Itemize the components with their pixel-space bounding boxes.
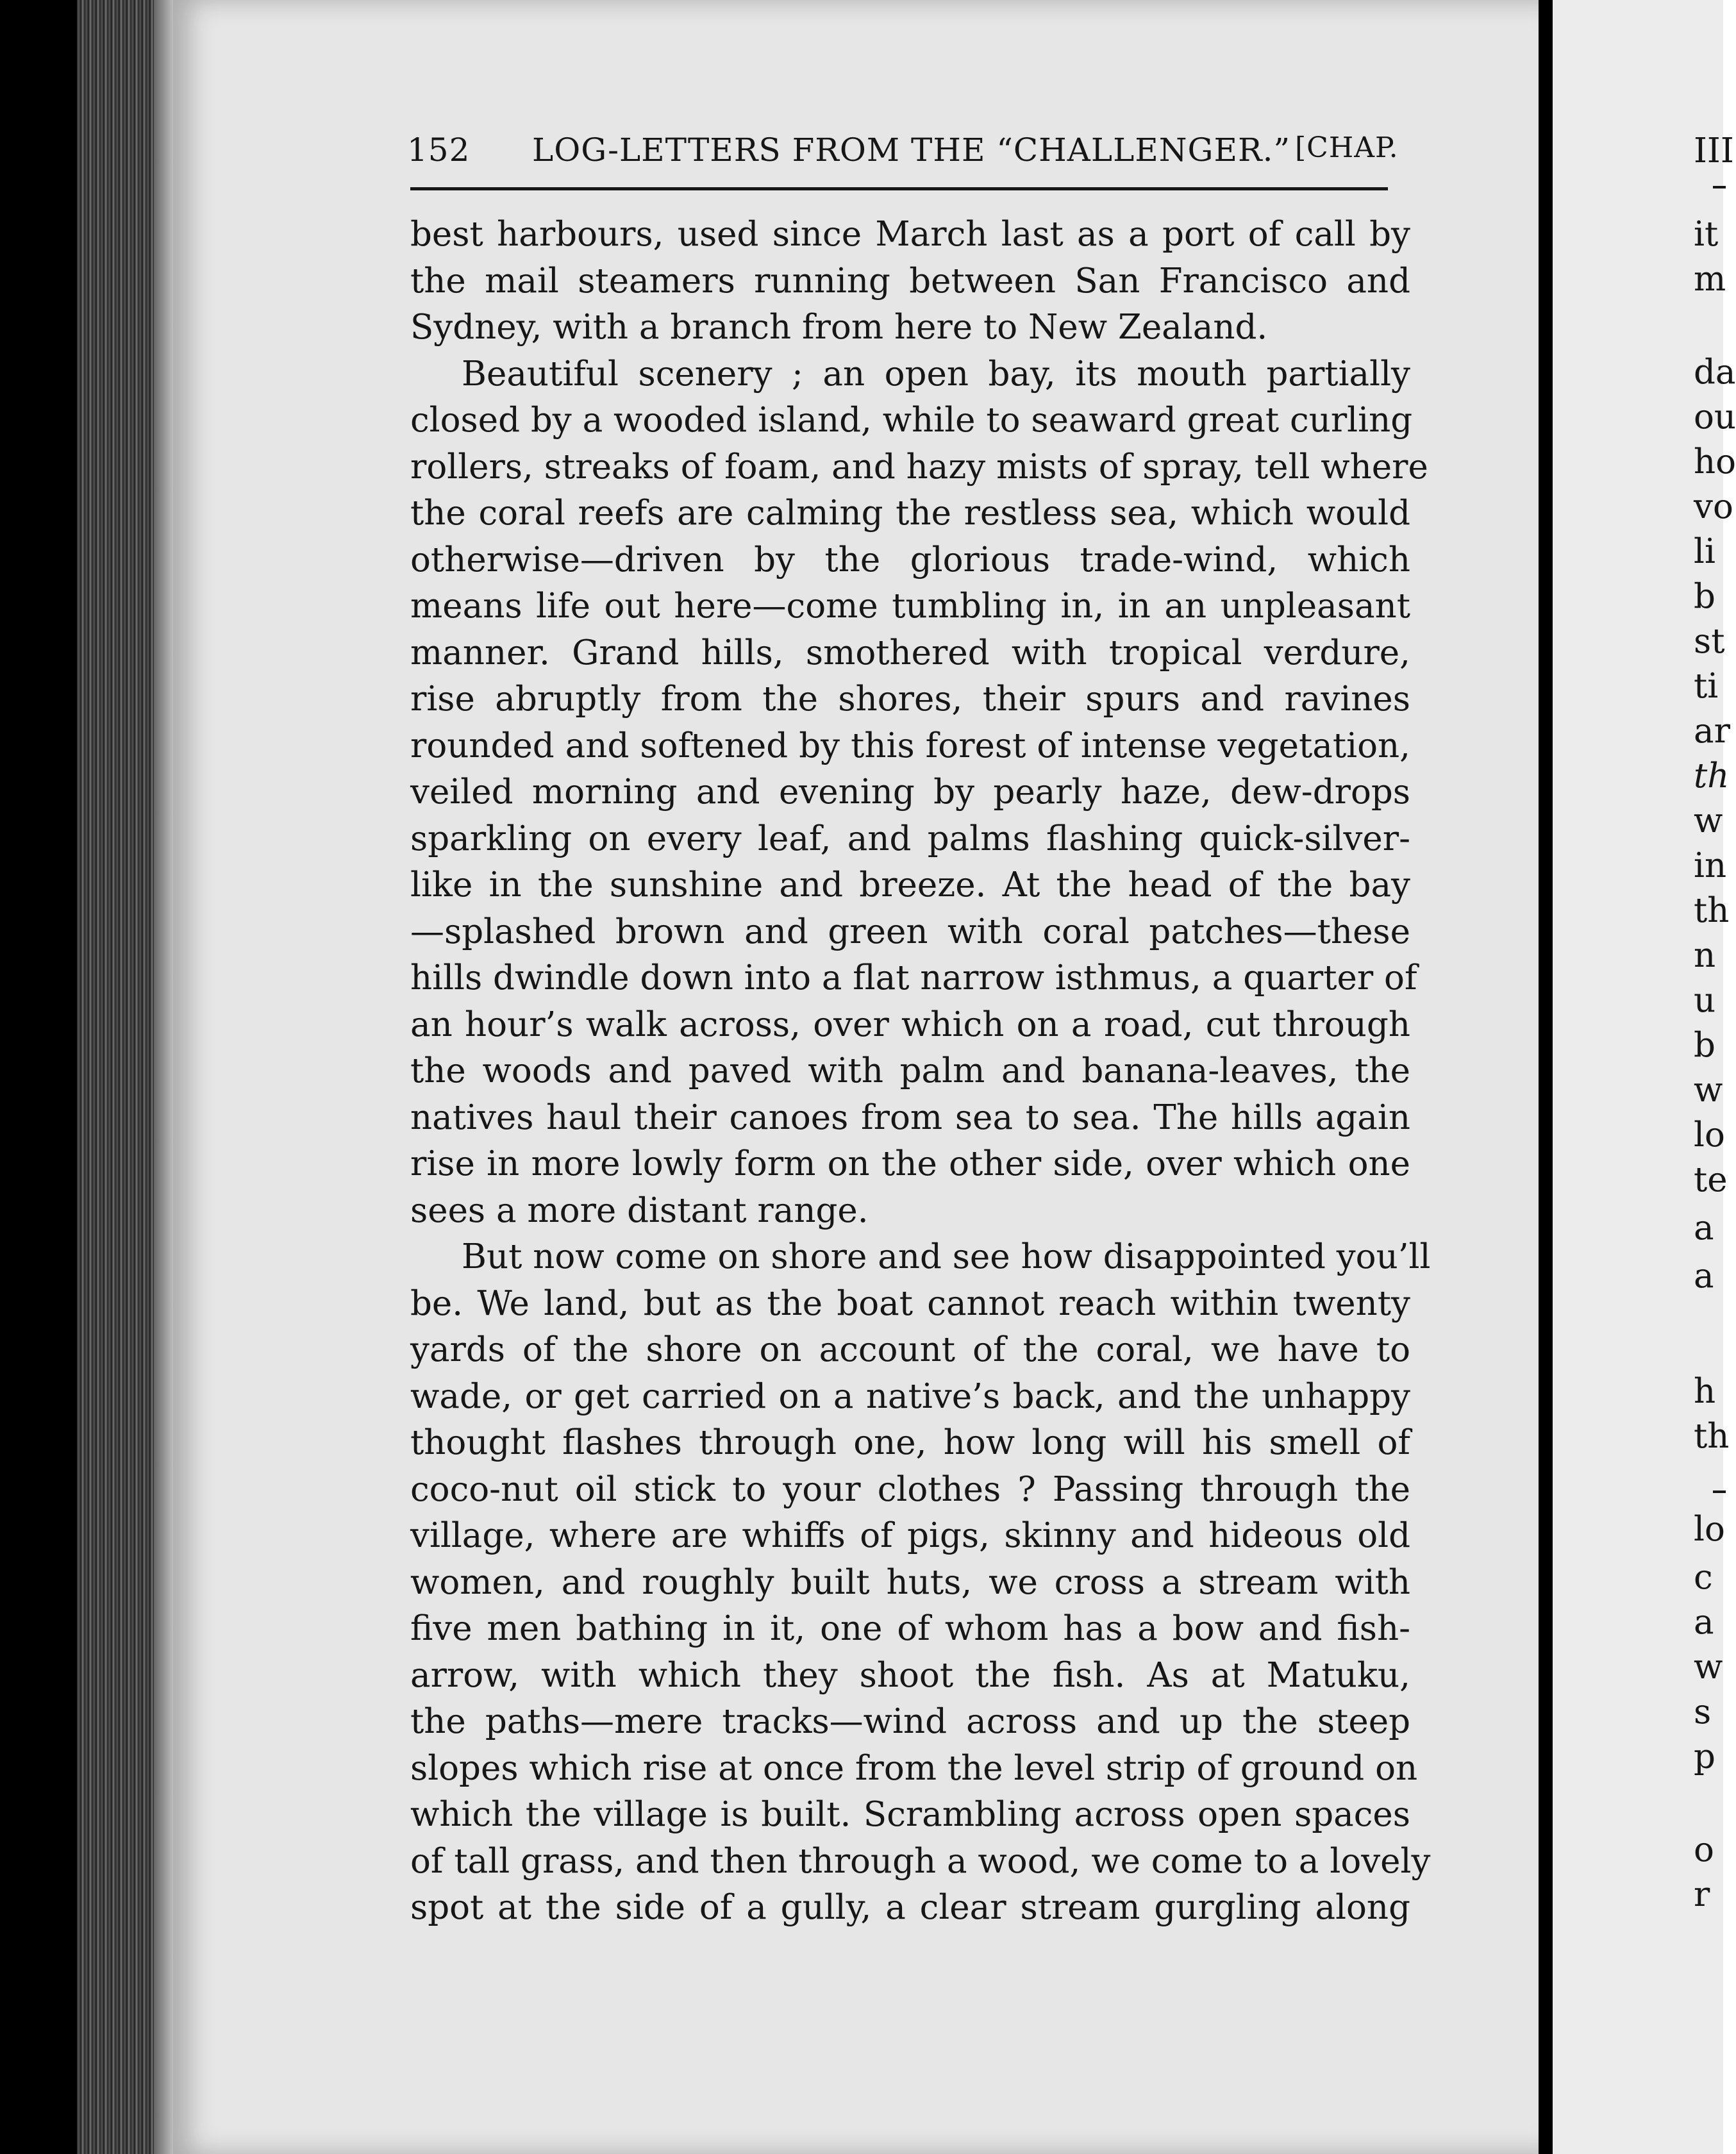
- text-line: closed by a wooded island, while to seaward great curling: [410, 401, 1413, 440]
- facing-page-fragment: a: [1694, 1256, 1714, 1296]
- text-line: the woods and paved with palm and banana-leaves, the: [410, 1051, 1410, 1090]
- body-text: [410, 212, 1431, 1932]
- facing-page-edge: [1553, 0, 1736, 2154]
- facing-page-fragment: li: [1694, 532, 1715, 571]
- facing-dash: [1713, 1490, 1726, 1493]
- text-line: village, where are whiffs of pigs, skinny and hideous old: [410, 1516, 1410, 1555]
- facing-page-fragment: s: [1694, 1692, 1712, 1732]
- facing-page-fragment: th: [1694, 891, 1730, 930]
- text-line: means life out here—come tumbling in, in an unpleasant: [410, 587, 1410, 626]
- text-line: coco-nut oil stick to your clothes ? Passing through the: [410, 1469, 1410, 1509]
- facing-page-fragment: in: [1694, 846, 1727, 885]
- facing-page-fragment: n: [1694, 936, 1716, 975]
- text-line: rounded and softened by this forest of intense vegetation,: [410, 726, 1410, 765]
- text-line: the paths—mere tracks—wind across and up the steep: [410, 1702, 1410, 1741]
- text-line: veiled morning and evening by pearly haze, dew-drops: [410, 772, 1410, 812]
- text-line: women, and roughly built huts, we cross a stream with: [410, 1562, 1410, 1602]
- facing-page-fragment: III: [1694, 131, 1734, 171]
- text-line: hills dwindle down into a flat narrow isthmus, a quarter of: [410, 958, 1417, 998]
- facing-header-rule: [1713, 186, 1726, 188]
- text-line: sees a more distant range.: [410, 1190, 869, 1230]
- text-line: thought flashes through one, how long will his smell of: [410, 1423, 1410, 1462]
- text-line: rise abruptly from the shores, their spurs and ravines: [410, 680, 1410, 719]
- facing-page-fragment: p: [1694, 1737, 1715, 1776]
- text-line: manner. Grand hills, smothered with tropical verdure,: [410, 633, 1410, 672]
- header-rule: [410, 187, 1388, 190]
- facing-page-fragment: lo: [1694, 1115, 1725, 1155]
- text-line: wade, or get carried on a native’s back, and the unhappy: [410, 1376, 1410, 1416]
- text-line: —splashed brown and green with coral patches—these: [410, 912, 1410, 951]
- facing-page-fragment: w: [1694, 1071, 1723, 1110]
- facing-page-fragment: st: [1694, 622, 1725, 661]
- facing-page-fragment: w: [1694, 1648, 1723, 1687]
- facing-page-fragment: ti: [1694, 667, 1719, 706]
- facing-page-fragment: a: [1694, 1208, 1714, 1248]
- facing-page-fragment: w: [1694, 801, 1723, 840]
- facing-page-fragment: te: [1694, 1160, 1728, 1199]
- running-header: [407, 131, 1407, 176]
- text-line: spot at the side of a gully, a clear stream gurgling along: [410, 1888, 1410, 1927]
- facing-page-fragment: u: [1694, 981, 1716, 1020]
- facing-page-fragment: c: [1694, 1558, 1713, 1597]
- facing-page-fragment: th: [1694, 756, 1730, 796]
- text-line: yards of the shore on account of the coral, we have to: [410, 1330, 1410, 1369]
- text-line: Sydney, with a branch from here to New Zealand.: [410, 308, 1268, 347]
- running-title: LOG-LETTERS FROM THE “CHALLENGER.”: [532, 131, 1291, 169]
- text-line: arrow, with which they shoot the fish. As at Matuku,: [410, 1655, 1410, 1695]
- text-line: But now come on shore and see how disappointed you’ll: [462, 1237, 1431, 1276]
- facing-page-fragment: b: [1694, 1026, 1715, 1065]
- text-line: best harbours, used since March last as a port of call by: [410, 215, 1410, 254]
- text-line: natives haul their canoes from sea to sea. The hills again: [410, 1098, 1410, 1137]
- text-line: five men bathing in it, one of whom has a bow and fish-: [410, 1609, 1410, 1648]
- text-line: otherwise—driven by the glorious trade-wind, which: [410, 540, 1410, 580]
- page-number: 152: [407, 131, 471, 169]
- facing-page-fragment: vo: [1694, 487, 1733, 526]
- text-line: rollers, streaks of foam, and hazy mists of spray, tell where: [410, 447, 1428, 487]
- facing-page-fragment: ho: [1694, 442, 1736, 481]
- text-line: like in the sunshine and breeze. At the head of the bay: [410, 865, 1410, 905]
- text-line: slopes which rise at once from the level strip of ground on: [410, 1748, 1418, 1788]
- facing-page-fragment: b: [1694, 577, 1715, 616]
- facing-page-fragment: a: [1694, 1603, 1714, 1642]
- text-line: sparkling on every leaf, and palms flashing quick-silver-: [410, 819, 1410, 858]
- text-line: the coral reefs are calming the restless sea, which would: [410, 494, 1410, 533]
- facing-page-fragment: h: [1694, 1372, 1716, 1411]
- facing-page-fragment: m: [1694, 260, 1726, 299]
- facing-page-fragment: it: [1694, 215, 1719, 254]
- book-spine: [0, 0, 77, 2154]
- facing-page-fragment: lo: [1694, 1510, 1725, 1549]
- chapter-mark: [CHAP.: [1295, 131, 1399, 164]
- page-edges: [77, 0, 173, 2154]
- text-line: which the village is built. Scrambling across open spaces: [410, 1795, 1410, 1834]
- facing-page-fragment: ou: [1694, 397, 1736, 437]
- book-gutter: [1539, 0, 1553, 2154]
- text-line: be. We land, but as the boat cannot reach within twenty: [410, 1283, 1410, 1323]
- text-line: rise in more lowly form on the other side, over which one: [410, 1144, 1410, 1183]
- text-line: an hour’s walk across, over which on a road, cut through: [410, 1005, 1410, 1044]
- facing-page-fragment: r: [1694, 1875, 1710, 1914]
- text-line: Beautiful scenery ; an open bay, its mouth partially: [462, 354, 1410, 394]
- text-line: the mail steamers running between San Francisco and: [410, 261, 1410, 301]
- text-line: of tall grass, and then through a wood, we come to a lovely: [410, 1841, 1431, 1881]
- facing-page-fragment: th: [1694, 1417, 1730, 1456]
- facing-page-fragment: da: [1694, 353, 1736, 392]
- facing-page-fragment: ar: [1694, 712, 1730, 751]
- facing-page-fragment: o: [1694, 1830, 1714, 1869]
